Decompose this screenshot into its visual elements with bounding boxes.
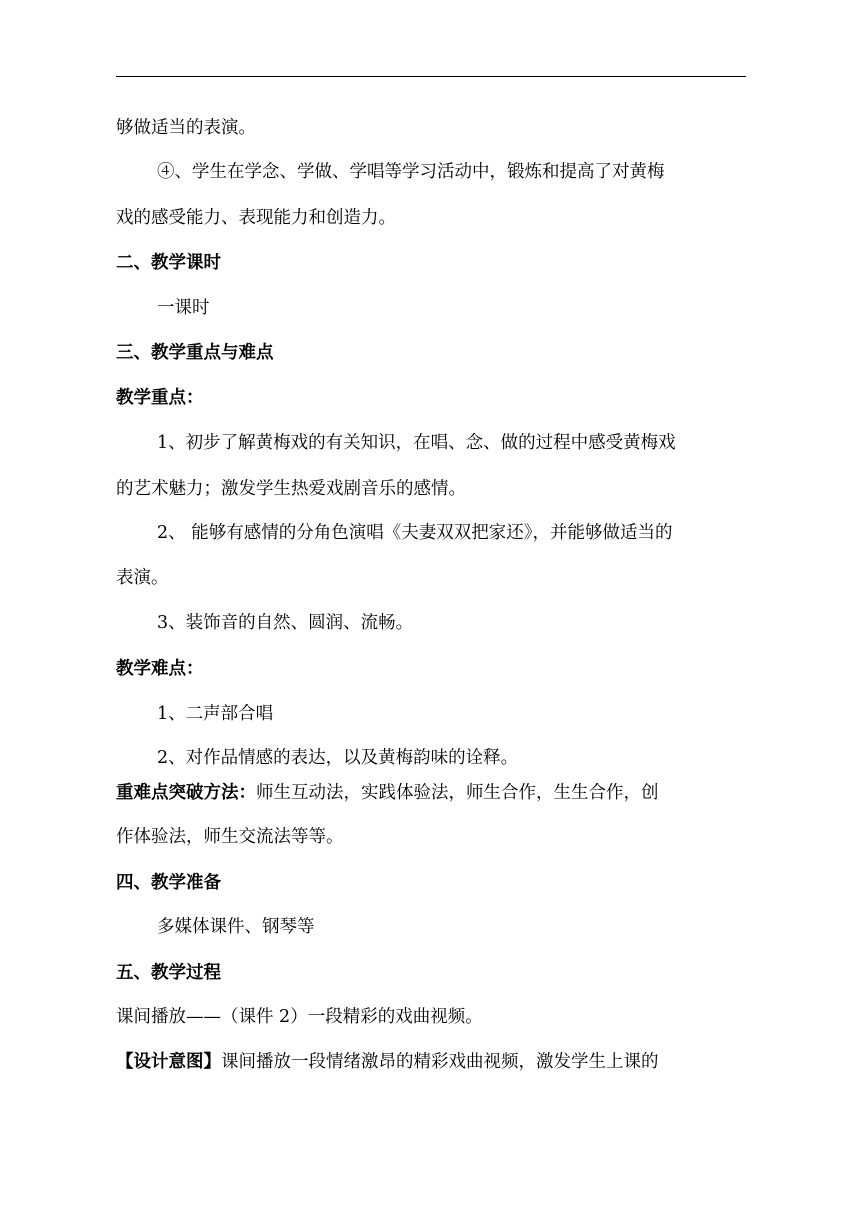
subsection-label: 教学重点： [116,388,204,408]
section-heading: 四、教学准备 [116,873,221,893]
list-item-line: 的艺术魅力；激发学生热爱戏剧音乐的感情。 [116,479,466,499]
design-intent-line [116,1050,748,1074]
paragraph-line: 戏的感受能力、表现能力和创造力。 [116,208,396,228]
list-item: 1、二声部合唱 [157,704,274,724]
header-rule [116,76,746,77]
design-intent-text: 课间播放一段情绪激昂的精彩戏曲视频，激发学生上课的 [221,1052,659,1072]
methods-text: 师生互动法，实践体验法，师生合作，生生合作，创 [256,783,659,803]
paragraph-line: ④、学生在学念、学做、学唱等学习活动中，锻炼和提高了对黄梅 [157,162,665,182]
section-heading: 五、教学过程 [116,963,221,983]
section-heading: 二、教学课时 [116,253,221,273]
subsection-label: 教学难点： [116,659,204,679]
paragraph-line: 够做适当的表演。 [116,118,256,138]
methods-line [116,781,748,805]
list-item-line: 2、 能够有感情的分角色演唱《夫妻双双把家还》，并能够做适当的 [157,523,673,543]
list-item-line: 表演。 [116,568,169,588]
list-item: 2、对作品情感的表达，以及黄梅韵味的诠释。 [157,748,519,768]
paragraph-line: 一课时 [157,298,210,318]
paragraph-line: 多媒体课件、钢琴等 [157,917,315,937]
list-item-line: 1、初步了解黄梅戏的有关知识，在唱、念、做的过程中感受黄梅戏 [157,433,676,453]
paragraph-line: 作体验法，师生交流法等等。 [116,827,344,847]
design-intent-label: 【设计意图】 [116,1052,221,1072]
methods-label: 重难点突破方法： [116,783,256,803]
paragraph-line: 课间播放——（课件 2）一段精彩的戏曲视频。 [116,1007,483,1027]
list-item: 3、装饰音的自然、圆润、流畅。 [157,613,414,633]
section-heading: 三、教学重点与难点 [116,343,274,363]
